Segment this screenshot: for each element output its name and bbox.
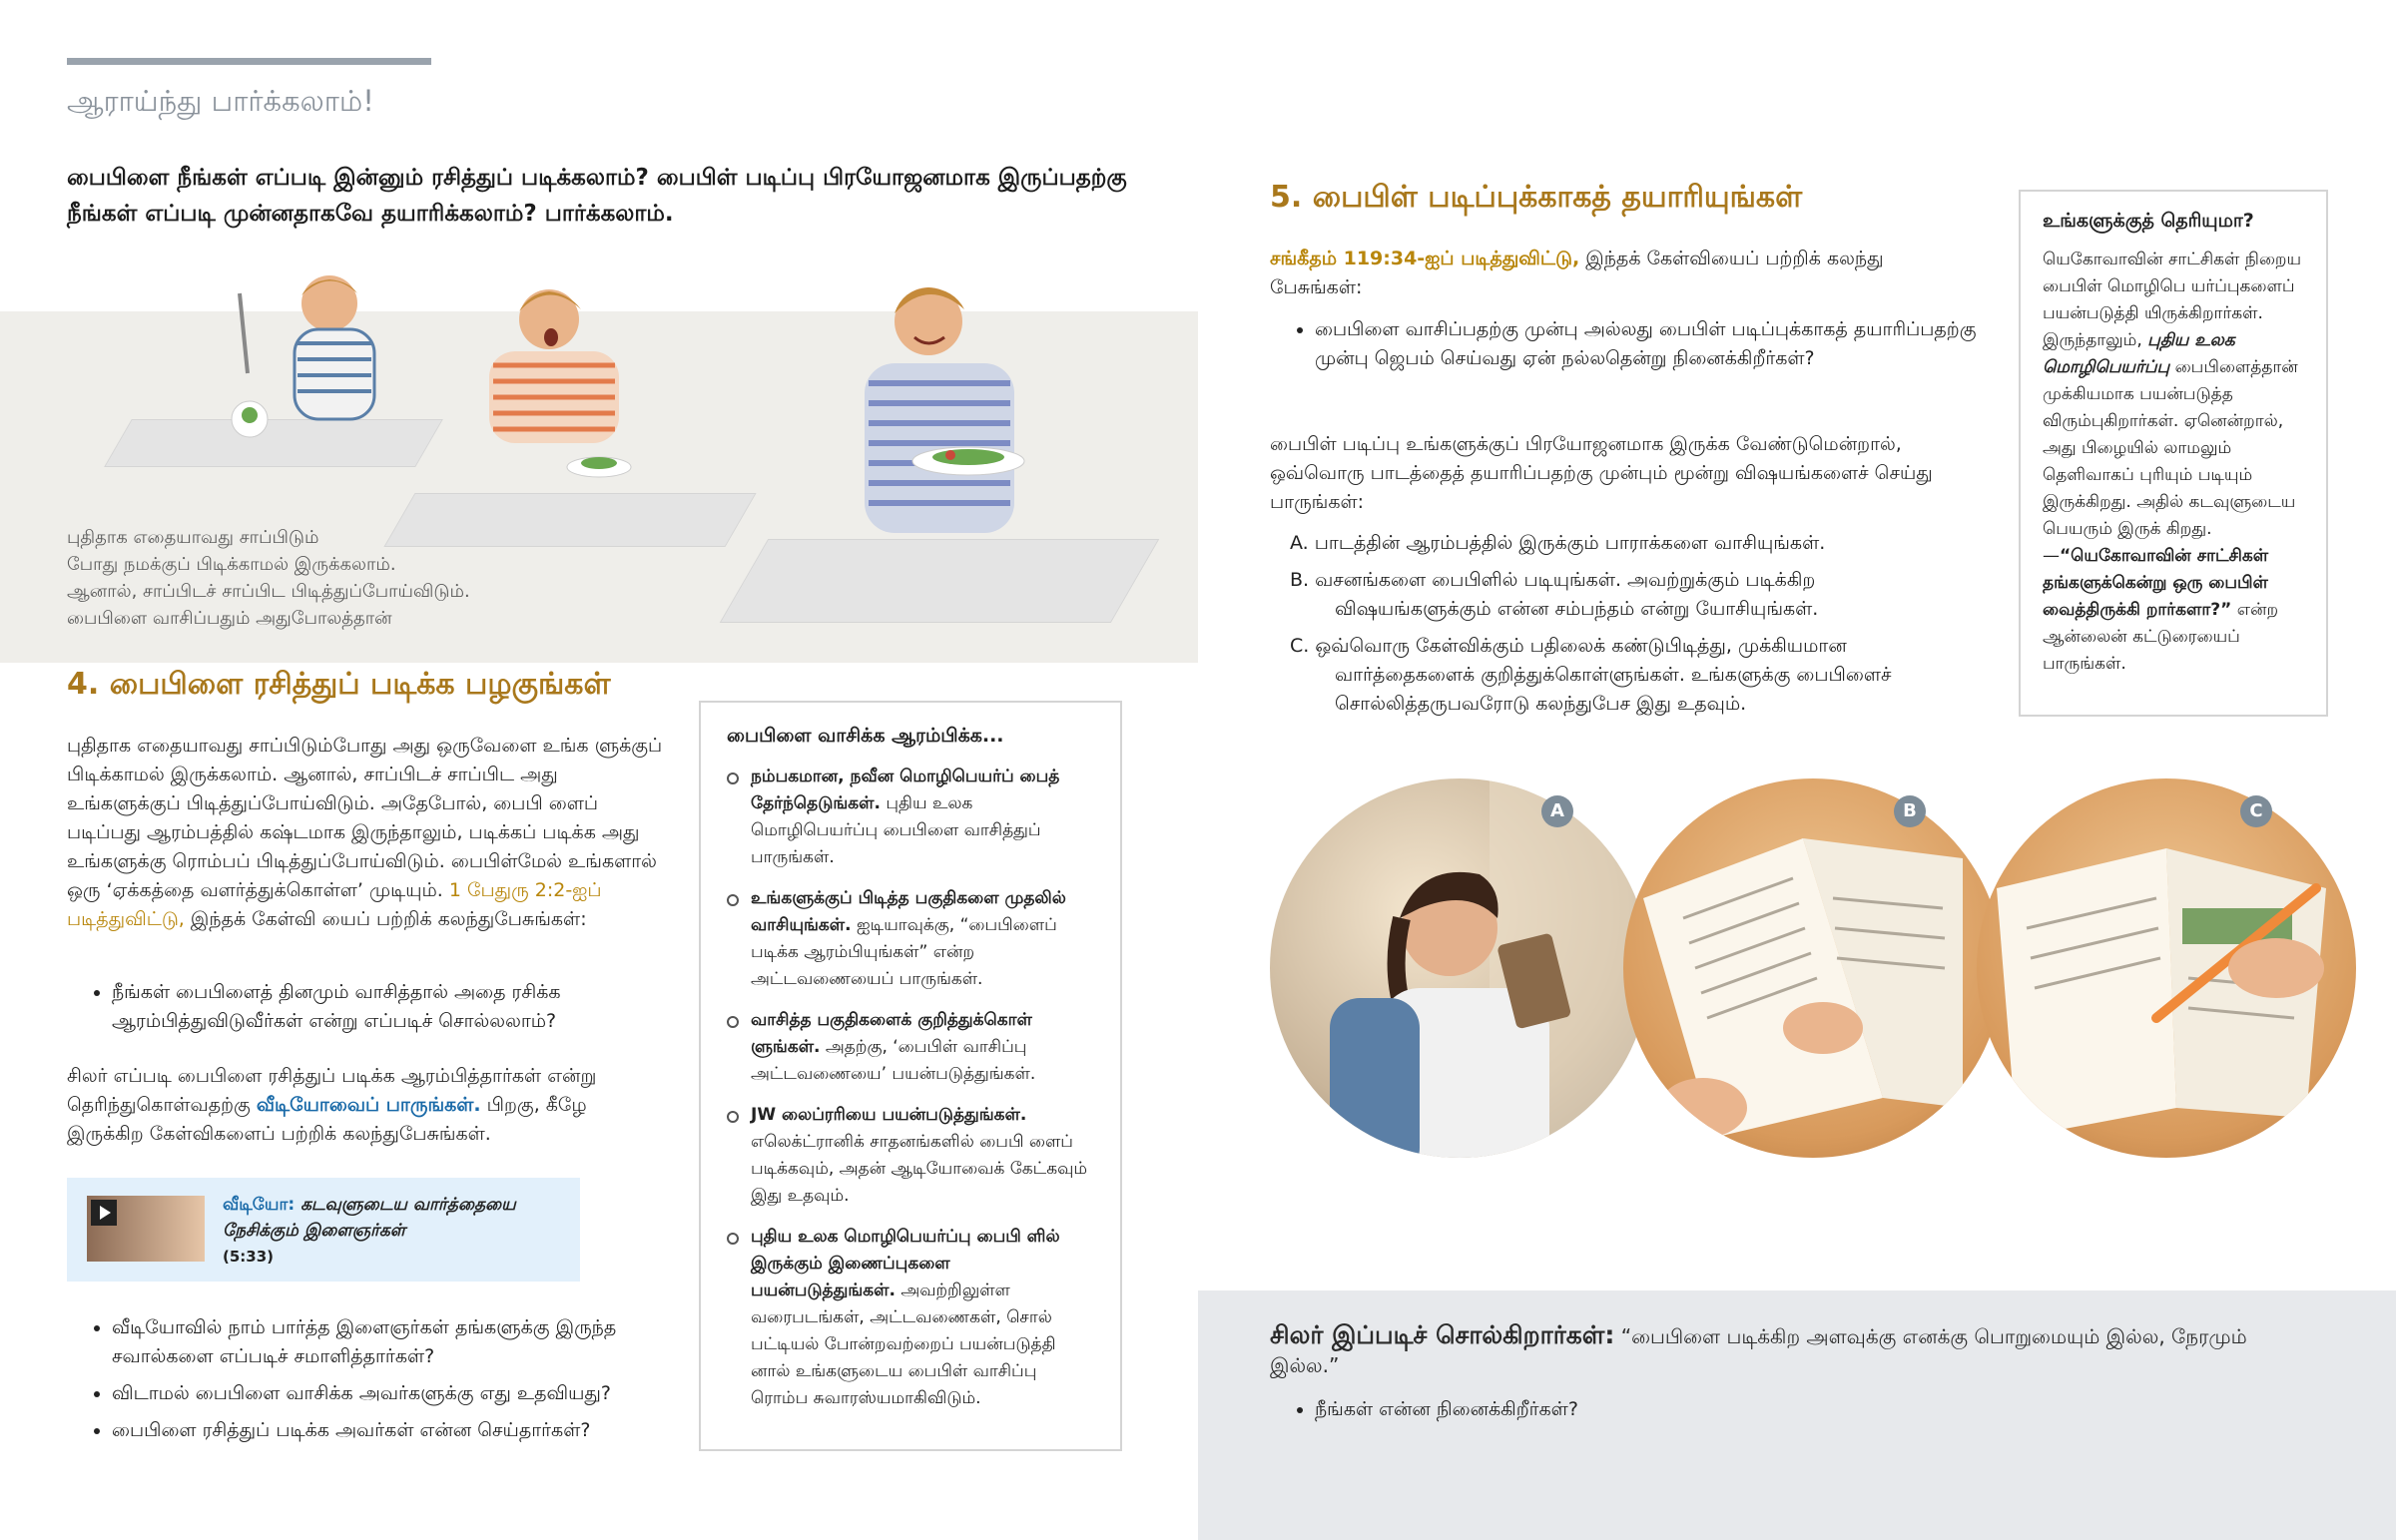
some-say-quote: “பைபிளை படிக்கிற அளவுக்கு எனக்கு பொறுமையும் இல்ல, நேரமும் இல்ல.” bbox=[1270, 1324, 2247, 1377]
girl-reading-illustration bbox=[1270, 778, 1649, 1158]
boy-reluctant-figure bbox=[200, 263, 399, 463]
section-label: ஆராய்ந்து பார்க்கலாம்! bbox=[67, 84, 374, 118]
step-text: ஒவ்வொரு கேள்விக்கும் பதிலைக் கண்டுபிடித்து, முக்கியமான வார்த்தைகளைக் குறித்துக்கொள்ளுங்கள். உங்களுக்கு பைபிளைச் சொல்லித்தருபவரோடு கலந்துபேச இது உதவும். bbox=[1315, 635, 1892, 715]
step-text: பாடத்தின் ஆரம்பத்தில் இருக்கும் பாராக்களை வாசியுங்கள். bbox=[1314, 532, 1826, 554]
tip-heading: வாசித்த பகுதிகளைக் குறித்துக்கொள் ளுங்கள். bbox=[751, 1010, 1032, 1057]
know-emphasis: புதிய உலக மொழிபெயர்ப்பு bbox=[2043, 330, 2235, 377]
discussion-question: • நீங்கள் என்ன நினைக்கிறீர்கள்? bbox=[1315, 1395, 2014, 1424]
boy-happy-figure bbox=[799, 259, 1058, 549]
some-say-bullets bbox=[1270, 1395, 2014, 1432]
section4-bullets2 bbox=[67, 1313, 711, 1453]
caption-line: பைபிளை வாசிப்பதும் அதுபோலத்தான் bbox=[67, 608, 392, 629]
some-say-label: சிலர் இப்படிச் சொல்கிறார்கள்: bbox=[1270, 1320, 1615, 1349]
discussion-question: • நீங்கள் பைபிளைத் தினமும் வாசித்தால் அதை ரசிக்க ஆரம்பித்துவிடுவீர்கள் என்று எப்படிச் சொல்லலாம்? bbox=[112, 978, 711, 1036]
para-text: சிலர் எப்படி பைபிளை ரசித்துப் படிக்க ஆரம்பித்தார்கள் என்று தெரிந்துகொள்வதற்கு bbox=[67, 1065, 597, 1116]
some-say-text bbox=[1270, 1320, 2268, 1380]
illustration-caption bbox=[67, 524, 536, 632]
step-text: வசனங்களை பைபிளில் படியுங்கள். அவற்றுக்கும் படிக்கிற விஷயங்களுக்கும் என்ன சம்பந்தம் என்று யோசியுங்கள். bbox=[1315, 569, 1819, 620]
video-duration: (5:33) bbox=[223, 1248, 275, 1266]
tip-text: புதிய உலக மொழிபெயர்ப்பு பைபிளை வாசித்துப் பாருங்கள். bbox=[751, 793, 1041, 867]
scripture-link[interactable]: சங்கீதம் 119:34-ஐப் படித்துவிட்டு, bbox=[1270, 248, 1580, 269]
step-item bbox=[1290, 632, 1969, 719]
section5-title: 5. பைபிள் படிப்புக்காகத் தயாரியுங்கள் bbox=[1270, 180, 1803, 215]
video-card[interactable] bbox=[67, 1178, 580, 1282]
tip-heading: புதிய உலக மொழிபெயர்ப்பு பைபி ளில் இருக்கும் இணைப்புகளை பயன்படுத்துங்கள். bbox=[751, 1227, 1060, 1300]
bible-reading-illustration bbox=[1623, 778, 2003, 1158]
badge-c: C bbox=[2240, 795, 2272, 827]
section5-para: பைபிள் படிப்பு உங்களுக்குப் பிரயோஜனமாக இருக்க வேண்டுமென்றால், ஒவ்வொரு பாடத்தைத் தயாரிப்பதற்கு முன்பும் மூன்று விஷயங்களைச் செய்து பாருங்கள்: bbox=[1270, 433, 1933, 513]
tip-heading: நம்பகமான, நவீன மொழிபெயர்ப் பைத் தேர்ந்தெடுங்கள். bbox=[751, 767, 1060, 813]
section4-para1 bbox=[67, 732, 666, 934]
section5-bullets bbox=[1270, 315, 1994, 381]
para-text: இந்தக் கேள்வியைப் பற்றிக் கலந்து பேசுங்கள்: bbox=[1270, 248, 1884, 298]
know-text: பைபிளைத்தான் முக்கியமாக பயன்படுத்த விரும்புகிறார்கள். ஏனென்றால், அது பிழையில் லாமலும் தெளிவாகப் புரியும் படியும் இருக்கிறது. அதில் கடவுளுடைய பெயரும் இருக் கிறது.— bbox=[2043, 357, 2298, 566]
girl-reading-figure bbox=[1270, 778, 1649, 1158]
scripture-link[interactable]: 1 பேதுரு 2:2-ஐப் படித்துவிட்டு, bbox=[67, 879, 602, 930]
top-rule bbox=[67, 58, 431, 65]
did-you-know-box bbox=[2019, 190, 2328, 717]
know-text: யெகோவாவின் சாட்சிகள் நிறைய பைபிள் மொழிபெ யர்ப்புகளைப் பயன்படுத்தி யிருக்கிறார்கள். இருந்தாலும், bbox=[2043, 250, 2302, 350]
section4-bullets1 bbox=[67, 978, 711, 1044]
video-thumbnail[interactable] bbox=[87, 1196, 205, 1262]
tip-text: எலெக்ட்ரானிக் சாதனங்களில் பைபி ளைப் படிக்கவும், அதன் ஆடியோவைக் கேட்கவும் இது உதவும். bbox=[751, 1132, 1088, 1206]
caption-line: போது நமக்குப் பிடிக்காமல் இருக்கலாம். bbox=[67, 554, 396, 575]
step-item bbox=[1290, 566, 1969, 624]
video-link[interactable]: வீடியோவைப் பாருங்கள். bbox=[256, 1094, 481, 1116]
tip-heading: உங்களுக்குப் பிடித்த பகுதிகளை முதலில் வாசியுங்கள். bbox=[751, 888, 1066, 935]
section4-title: 4. பைபிளை ரசித்துப் படிக்க பழகுங்கள் bbox=[67, 667, 611, 702]
para-text: பிறகு, கீழே இருக்கிற கேள்விகளைப் பற்றிக் கலந்துபேசுங்கள். bbox=[67, 1094, 587, 1145]
reading-tips-box bbox=[699, 701, 1122, 1451]
badge-a: A bbox=[1541, 795, 1573, 827]
tip-text: அவற்றிலுள்ள வரைபடங்கள், அட்டவணைகள், சொல் பட்டியல் போன்றவற்றைப் பயன்படுத்தி னால் உங்களுடைய பைபிள் வாசிப்பு ரொம்ப சுவாரஸ்யமாகிவிடும். bbox=[751, 1281, 1056, 1408]
step-letter: A. bbox=[1290, 532, 1309, 554]
tip-item bbox=[751, 885, 1094, 993]
tip-text: ஐடியாவுக்கு, “பைபிளைப் படிக்க ஆரம்பியுங்கள்” என்ற அட்டவணையைப் பாருங்கள். bbox=[751, 915, 1057, 989]
caption-line: ஆனால், சாப்பிடச் சாப்பிட பிடித்துப்போய்விடும். bbox=[67, 581, 470, 602]
video-title[interactable]: கடவுளுடைய வார்த்தையை நேசிக்கும் இளைஞர்கள் bbox=[223, 1195, 516, 1241]
section5-intro bbox=[1270, 245, 1969, 302]
caption-line: புதிதாக எதையாவது சாப்பிடும் bbox=[67, 527, 319, 548]
open-bible-figure bbox=[1623, 778, 2003, 1158]
tip-item bbox=[751, 764, 1094, 871]
tip-item bbox=[751, 1102, 1094, 1210]
did-you-know-text bbox=[2043, 247, 2304, 678]
step-item bbox=[1290, 529, 1969, 558]
step-letter: C. bbox=[1290, 635, 1310, 657]
intro-text: பைபிளை நீங்கள் எப்படி இன்னும் ரசித்துப் படிக்கலாம்? பைபிள் படிப்பு பிரயோஜனமாக இருப்பதற்கு நீங்கள் எப்படி முன்னதாகவே தயாரிக்கலாம்? பார்க்கலாம். bbox=[67, 165, 1127, 227]
step-letter: B. bbox=[1290, 569, 1310, 591]
table-3 bbox=[720, 539, 1159, 623]
discussion-question: • பைபிளை ரசித்துப் படிக்க அவர்கள் என்ன செய்தார்கள்? bbox=[112, 1416, 711, 1445]
video-caption bbox=[223, 1192, 562, 1270]
know-text: என்ற ஆன்லைன் கட்டுரையைப் பாருங்கள். bbox=[2043, 600, 2279, 674]
section5-steps bbox=[1290, 529, 1969, 727]
highlighting-figure bbox=[1977, 778, 2356, 1158]
marking-answers-illustration bbox=[1977, 778, 2356, 1158]
discussion-question: • விடாமல் பைபிளை வாசிக்க அவர்களுக்கு எது உதவியது? bbox=[112, 1379, 711, 1408]
para-text: புதிதாக எதையாவது சாப்பிடும்போது அது ஒருவேளை உங்க ளுக்குப் பிடிக்காமல் இருக்கலாம். ஆனால், சாப்பிடச் சாப்பிட அது உங்களுக்குப் பிடித்துப்போய்விடும். அதேபோல், பைபி ளைப் படிப்பது ஆரம்பத்தில் கஷ்டமாக இருந்தாலும், படிக்கப் படிக்க அது உங்களுக்கு ரொம்பப் பிடித்துப்போய்விடும். பைபிள்மேல் உங்களால் ஒரு ‘ஏக்கத்தை வளர்த்துக்கொள்ள’ முடியும். bbox=[67, 735, 663, 901]
article-link[interactable]: “யெகோவாவின் சாட்சிகள் தங்களுக்கென்று ஒரு பைபிள் வைத்திருக்கி றார்களா?” bbox=[2043, 546, 2269, 620]
tip-item bbox=[751, 1224, 1094, 1412]
tip-heading: JW லைப்ரரியை பயன்படுத்துங்கள். bbox=[751, 1105, 1027, 1125]
discussion-question: • வீடியோவில் நாம் பார்த்த இளைஞர்கள் தங்களுக்கு இருந்த சவால்களை எப்படிச் சமாளித்தார்கள்? bbox=[112, 1313, 711, 1371]
tip-text: அதற்கு, ‘பைபிள் வாசிப்பு அட்டவணையை’ பயன்படுத்துங்கள். bbox=[751, 1037, 1036, 1084]
boy-surprised-figure bbox=[419, 271, 659, 511]
para-text: இந்தக் கேள்வி யைப் பற்றிக் கலந்துபேசுங்கள்: bbox=[190, 908, 587, 930]
play-icon[interactable] bbox=[91, 1200, 117, 1226]
video-label: வீடியோ: bbox=[223, 1195, 296, 1215]
reading-tips-title: பைபிளை வாசிக்க ஆரம்பிக்க... bbox=[727, 725, 1004, 747]
section4-para2 bbox=[67, 1062, 666, 1149]
discussion-question: • பைபிளை வாசிப்பதற்கு முன்பு அல்லது பைபிள் படிப்புக்காகத் தயாரிப்பதற்கு முன்பு ஜெபம் செய்வது ஏன் நல்லதென்று நினைக்கிறீர்கள்? bbox=[1315, 315, 1994, 373]
badge-b: B bbox=[1894, 795, 1926, 827]
tip-item bbox=[751, 1007, 1094, 1088]
did-you-know-title: உங்களுக்குத் தெரியுமா? bbox=[2043, 210, 2254, 232]
